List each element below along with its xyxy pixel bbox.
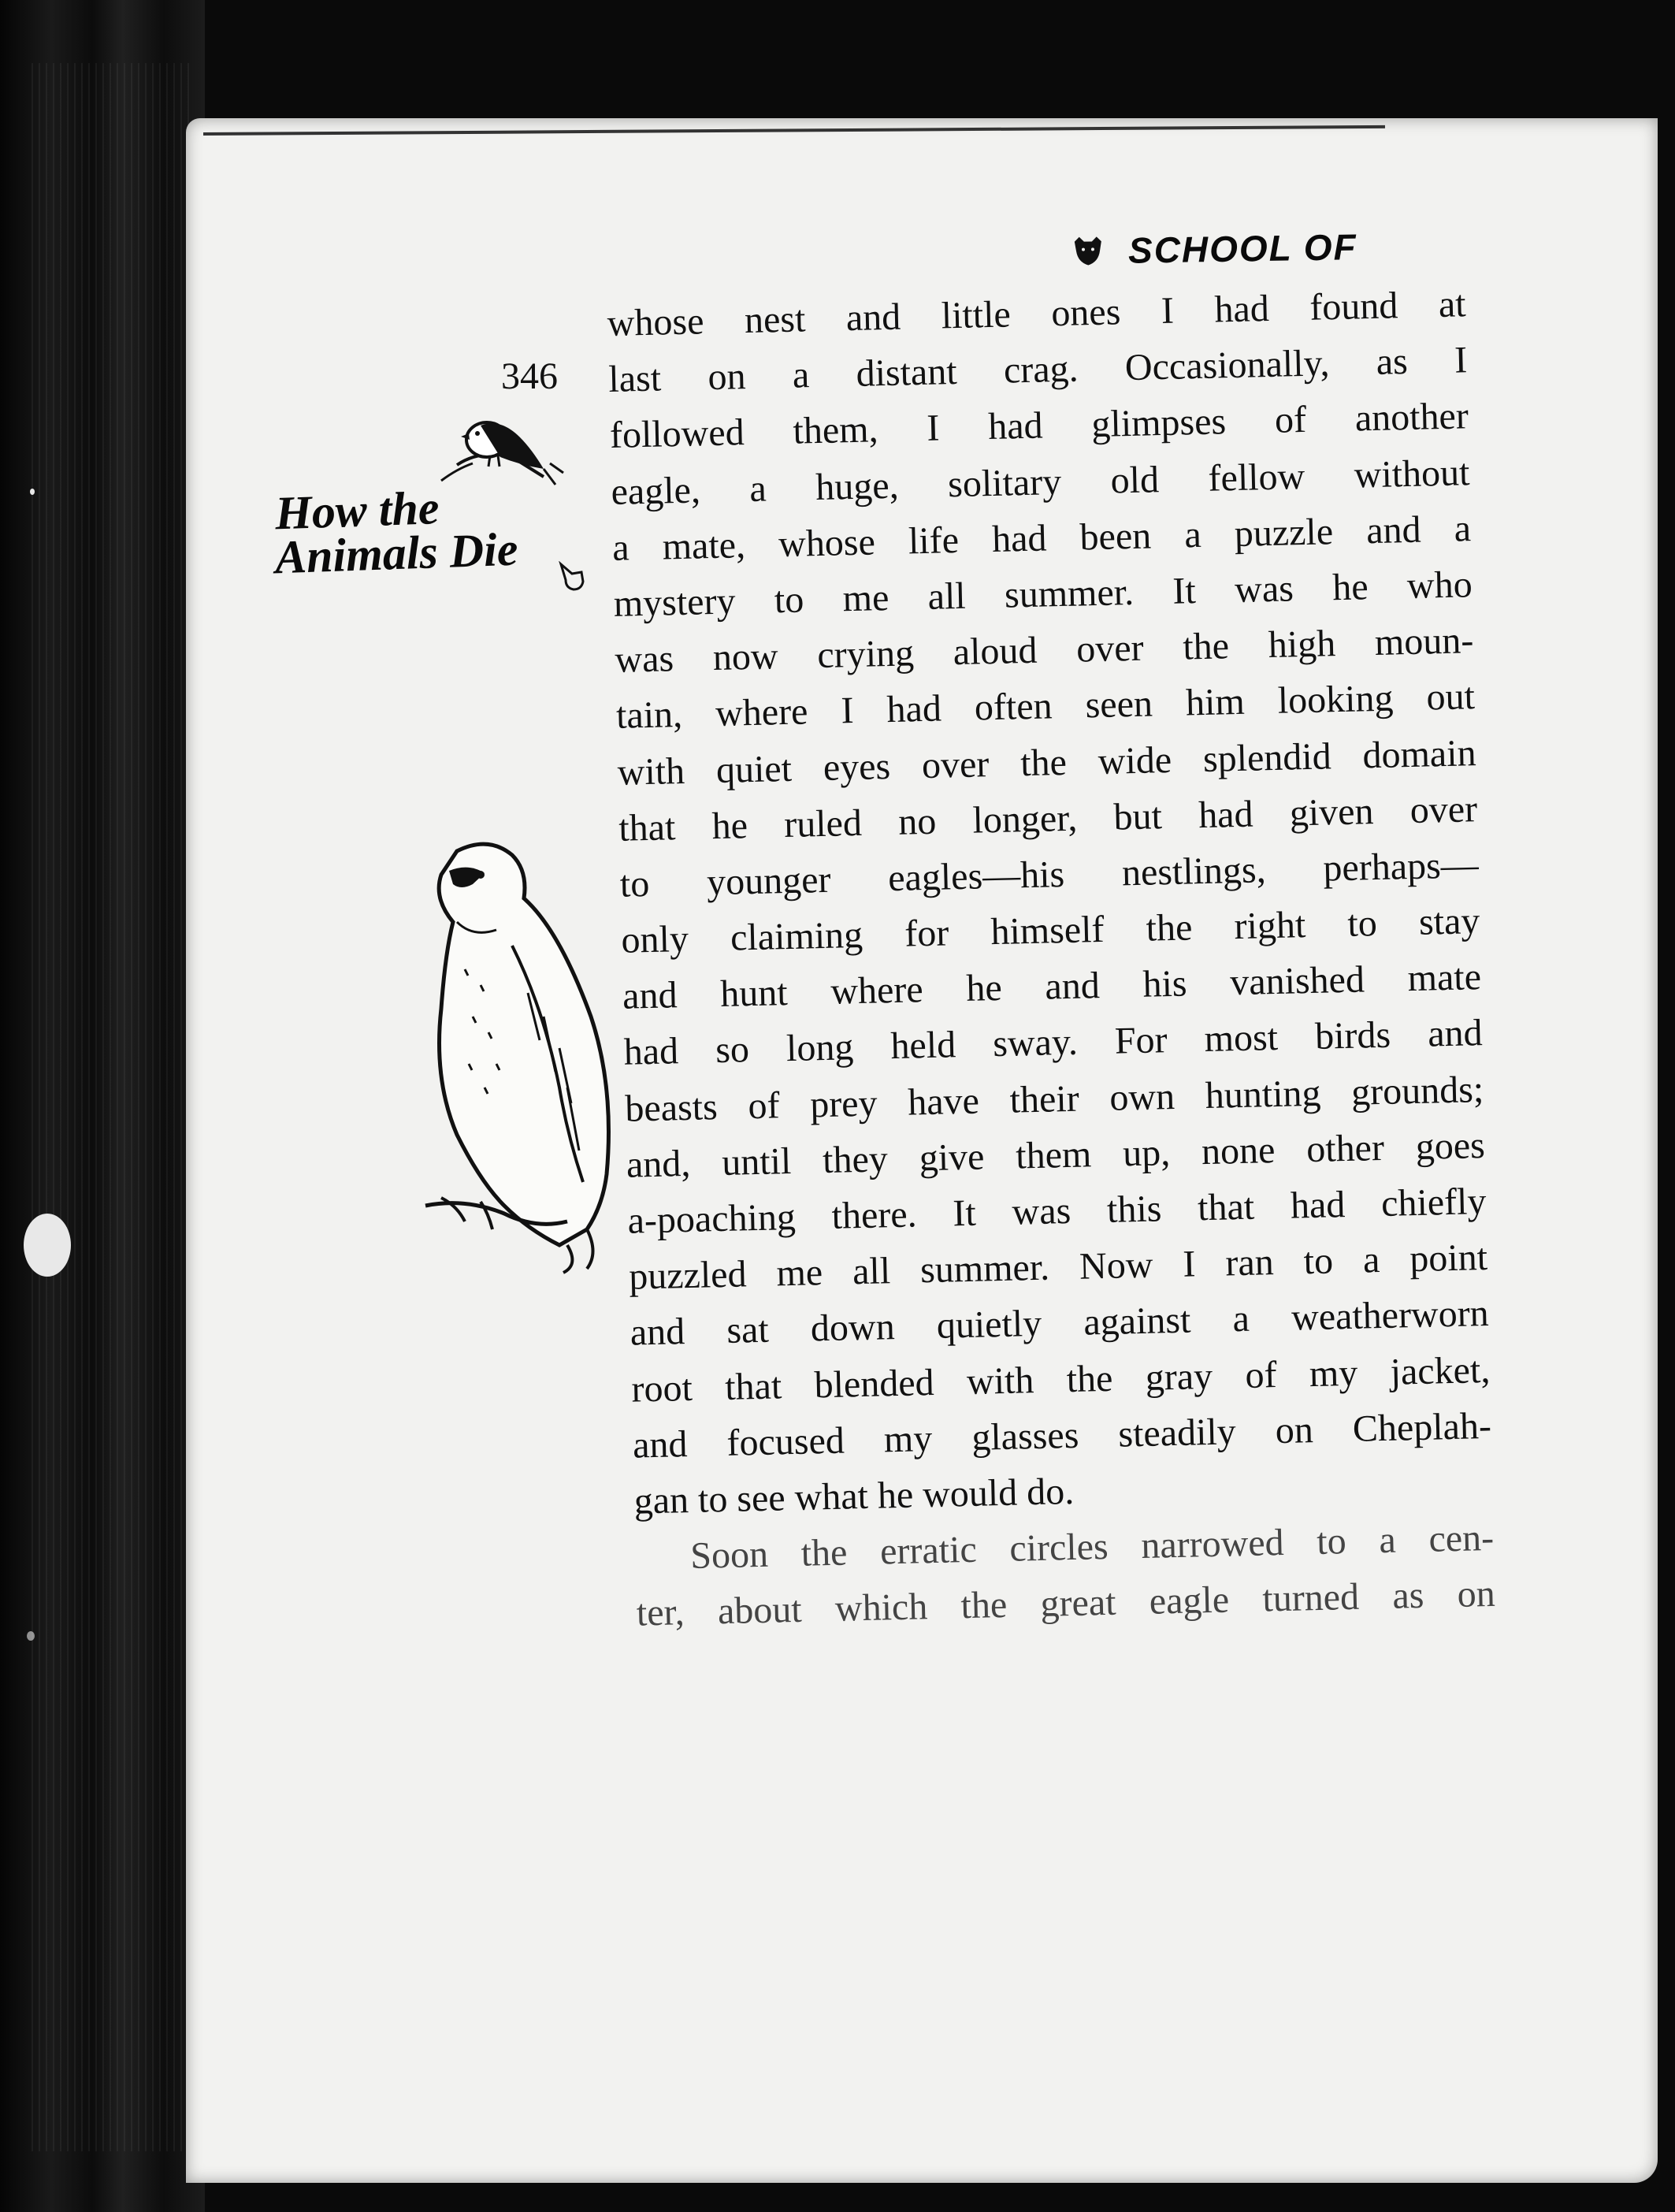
text-line: only claiming for himself the right to stay (620, 900, 1480, 961)
eagle-perched-illustration (410, 835, 622, 1277)
pointing-hand-icon (558, 561, 586, 593)
book-spine-edge (0, 0, 205, 2212)
text-line: last on a distant crag. Occasionally, as I (607, 339, 1468, 401)
text-line: a mate, whose life had been a puzzle and a (611, 507, 1472, 569)
text-line: was now crying aloud over the high moun- (614, 619, 1474, 681)
text-line: with quiet eyes over the wide splendid domain (617, 731, 1477, 794)
text-line: whose nest and little ones I had found at (607, 283, 1467, 344)
side-title (273, 481, 519, 584)
text-line: and hunt where he and his vanished mate (622, 956, 1482, 1018)
scan-speck (30, 489, 35, 495)
text-line: had so long held sway. For most birds and (623, 1012, 1484, 1074)
side-title-line2: Animals Die (273, 522, 519, 584)
text-line: that he ruled no longer, but had given over (618, 787, 1478, 849)
text-line: ter, about which the great eagle turned as on (636, 1573, 1496, 1634)
text-line: followed them, I had glimpses of another (609, 395, 1469, 457)
text-line: puzzled me all summer. Now I ran to a point (628, 1236, 1488, 1298)
text-line: to younger eagles—his nestlings, perhaps— (619, 843, 1480, 905)
text-line: a-poaching there. It was this that had chiefly (627, 1180, 1487, 1242)
text-line: Soon the erratic circles narrowed to a cen- (689, 1516, 1495, 1578)
running-header (1071, 223, 1358, 275)
text-line: root that blended with the gray of my jacket, (630, 1348, 1491, 1411)
text-line: and, until they give them up, none other goes (626, 1124, 1486, 1186)
text-line: eagle, a huge, solitary old fellow without (611, 451, 1470, 513)
running-head-title: SCHOOL OF (1127, 226, 1357, 271)
text-line: mystery to me all summer. It was he who (613, 563, 1473, 625)
text-line: beasts of prey have their own hunting grounds; (624, 1068, 1484, 1130)
body-text (607, 276, 1495, 1641)
bear-head-icon (1071, 235, 1105, 267)
text-line: gan to see what he would do. (633, 1470, 1075, 1522)
scan-speck (27, 1631, 35, 1641)
scan-speck (24, 1214, 71, 1277)
side-title-line1: How the (273, 481, 440, 540)
page-edges-texture (32, 63, 189, 2151)
page-number: 346 (501, 355, 558, 397)
text-line: and focused my glasses steadily on Cheplah- (632, 1404, 1492, 1467)
text-line: and sat down quietly against a weatherworn (630, 1292, 1490, 1355)
text-line: tain, where I had often seen him looking out (615, 675, 1476, 738)
